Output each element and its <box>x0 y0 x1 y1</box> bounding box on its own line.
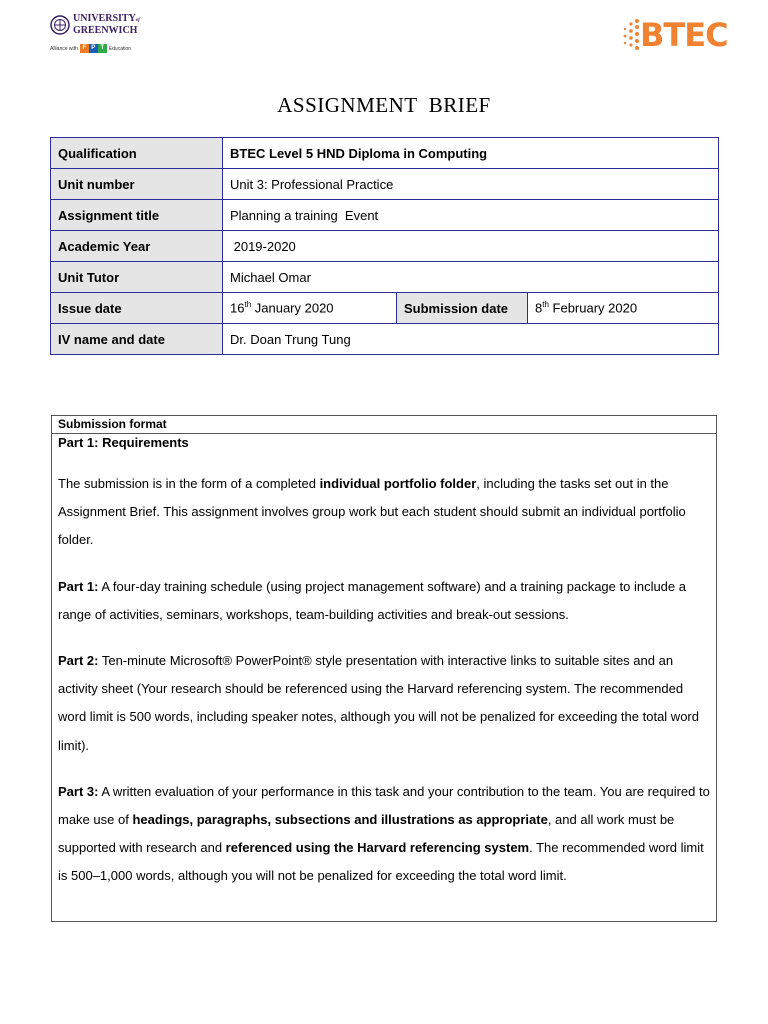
btec-logo <box>620 14 745 56</box>
unit-number-value: Unit 3: Professional Practice <box>223 169 719 200</box>
part1-paragraph <box>58 573 710 629</box>
iv-value: Dr. Doan Trung Tung <box>223 324 719 355</box>
assignment-info-table <box>50 137 719 355</box>
text-span: , including the tasks set out in the Assignment Brief. This assignment involves group work but each student should submit an individual portfolio folder. <box>58 476 686 548</box>
requirements-heading: Part 1: Requirements <box>58 435 189 450</box>
submission-month-year: February 2020 <box>548 300 638 316</box>
alliance-suffix: Education <box>108 45 132 52</box>
uog-line1: UNIVERSITY <box>73 13 136 24</box>
fpt-letter: P <box>89 44 98 53</box>
part2-label: Part 2: <box>58 653 99 669</box>
qualification-label: Qualification <box>51 138 223 169</box>
issue-day-suffix: th <box>244 300 252 310</box>
table-row <box>51 293 719 324</box>
issue-date-value <box>223 293 397 324</box>
submission-day: 8 <box>535 300 543 316</box>
uog-line2: GREENWICH <box>73 25 138 36</box>
submission-day-suffix: th <box>542 300 549 310</box>
part1-label: Part 1: <box>58 578 99 594</box>
submission-format-box <box>51 415 717 922</box>
table-row <box>51 231 719 262</box>
academic-year-value: 2019-2020 <box>223 231 719 262</box>
qualification-value: BTEC Level 5 HND Diploma in Computing <box>223 138 719 169</box>
crest-icon <box>50 15 70 35</box>
part3-text: , and all work must be supported with research and <box>58 812 675 856</box>
intro-paragraph <box>58 470 710 555</box>
btec-wordmark: BTEC <box>640 16 728 54</box>
table-row <box>51 324 719 355</box>
submission-format-header: Submission format <box>52 416 716 434</box>
submission-date-value <box>528 293 719 324</box>
bold-span: headings, paragraphs, subsections and illustrations as appropriate <box>132 812 548 828</box>
table-row <box>51 169 719 200</box>
part3-text: A written evaluation of your performance in this task and your contribution to the team. You are required to make use of <box>58 783 710 828</box>
submission-format-body <box>52 434 716 891</box>
part2-paragraph <box>58 647 710 760</box>
submission-date-label: Submission date <box>397 293 528 324</box>
fpt-letter: F <box>80 44 89 53</box>
bold-span: individual portfolio folder <box>319 476 477 491</box>
assignment-title-value: Planning a training Event <box>223 200 719 231</box>
alliance-prefix: Alliance with <box>50 45 78 52</box>
academic-year-label: Academic Year <box>51 231 223 262</box>
part2-text: Ten-minute Microsoft® PowerPoint® style presentation with interactive links to suitable sites and an activity sheet (Your research should be referenced using the Harvard referencing system. The recommended word limit is 500 words, including speaker notes, although you will not be penalized for exceeding the total word limit). <box>58 653 699 753</box>
fpt-logo <box>80 44 107 53</box>
unit-tutor-label: Unit Tutor <box>51 262 223 293</box>
unit-tutor-value: Michael Omar <box>223 262 719 293</box>
fpt-letter: T <box>98 44 107 53</box>
part3-text: . The recommended word limit is 500–1,000 words, although you will not be penalized for exceeding the total word limit. <box>58 840 704 884</box>
unit-number-label: Unit number <box>51 169 223 200</box>
part3-paragraph <box>58 778 710 891</box>
university-of-greenwich-logo <box>50 14 150 64</box>
bold-span: referenced using the Harvard referencing system <box>225 840 530 856</box>
table-row <box>51 138 719 169</box>
page-title: ASSIGNMENT BRIEF <box>277 93 491 117</box>
issue-month-year: January 2020 <box>251 300 334 316</box>
uog-of: of <box>135 18 140 23</box>
iv-label: IV name and date <box>51 324 223 355</box>
text-span: The submission is in the form of a completed <box>58 476 320 491</box>
assignment-title-label: Assignment title <box>51 200 223 231</box>
table-row <box>51 262 719 293</box>
btec-dots-icon <box>620 17 642 53</box>
issue-day: 16 <box>230 300 245 316</box>
alliance-line <box>50 44 150 53</box>
part3-label: Part 3: <box>58 783 99 799</box>
issue-date-label: Issue date <box>51 293 223 324</box>
table-row <box>51 200 719 231</box>
part1-text: A four-day training schedule (using project management software) and a training package to include a range of activities, seminars, workshops, team-building activities and break-out sessions. <box>58 578 686 622</box>
